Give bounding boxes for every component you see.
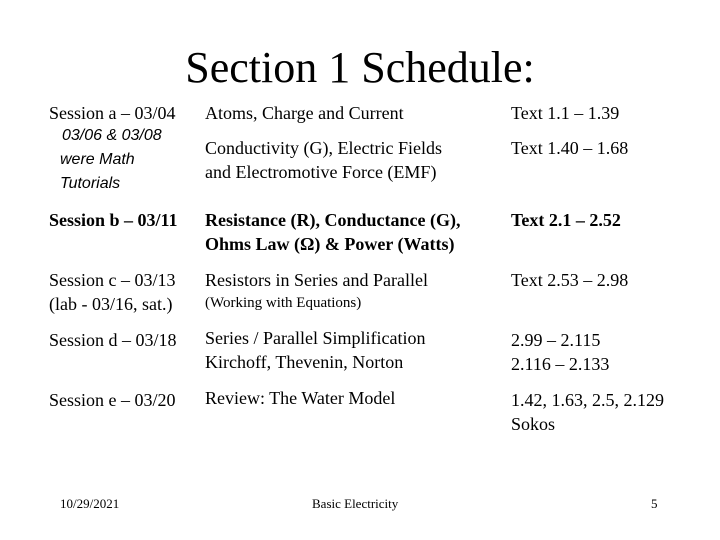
session-a-text-2: Text 1.40 – 1.68 <box>511 138 629 158</box>
session-c-topic-sub: (Working with Equations) <box>205 295 362 311</box>
session-e-topic: Review: The Water Model <box>205 388 396 408</box>
session-d-label: Session d – 03/18 <box>49 330 177 350</box>
session-c-topic: Resistors in Series and Parallel <box>205 270 428 290</box>
session-a-topic-2-line-2: and Electromotive Force (EMF) <box>205 162 437 182</box>
session-b-topic-line-2: Ohms Law (Ω) & Power (Watts) <box>205 234 455 254</box>
session-b-label: Session b – 03/11 <box>49 210 178 230</box>
session-e-text-line-2: Sokos <box>511 414 556 434</box>
slide-title: Section 1 Schedule: <box>185 43 535 92</box>
session-d-text-line-2: 2.116 – 2.133 <box>511 354 610 374</box>
session-d-text-line-1: 2.99 – 2.115 <box>511 330 601 350</box>
session-a-topic-2-line-1: Conductivity (G), Electric Fields <box>205 138 442 158</box>
session-a-text: Text 1.1 – 1.39 <box>511 103 620 123</box>
session-e-text-line-1: 1.42, 1.63, 2.5, 2.129 <box>511 390 664 410</box>
footer-title: Basic Electricity <box>312 496 399 511</box>
session-c-label-line-2: (lab - 03/16, sat.) <box>49 294 173 314</box>
session-e-label: Session e – 03/20 <box>49 390 176 410</box>
session-b-topic-line-1: Resistance (R), Conductance (G), <box>205 210 461 230</box>
footer-date: 10/29/2021 <box>60 496 120 511</box>
session-d-topic-line-2: Kirchoff, Thevenin, Norton <box>205 352 404 372</box>
session-a-topic: Atoms, Charge and Current <box>205 103 404 123</box>
math-tutorial-note-line-1: 03/06 & 03/08 <box>62 127 162 144</box>
math-tutorial-note-line-3: Tutorials <box>60 175 121 192</box>
slide-number: 5 <box>651 496 658 511</box>
session-c-label-line-1: Session c – 03/13 <box>49 270 176 290</box>
session-b-text: Text 2.1 – 2.52 <box>511 210 621 230</box>
session-c-text: Text 2.53 – 2.98 <box>511 270 629 290</box>
session-d-topic-line-1: Series / Parallel Simplification <box>205 328 426 348</box>
session-a-label: Session a – 03/04 <box>49 103 176 123</box>
math-tutorial-note-line-2: were Math <box>60 151 135 168</box>
